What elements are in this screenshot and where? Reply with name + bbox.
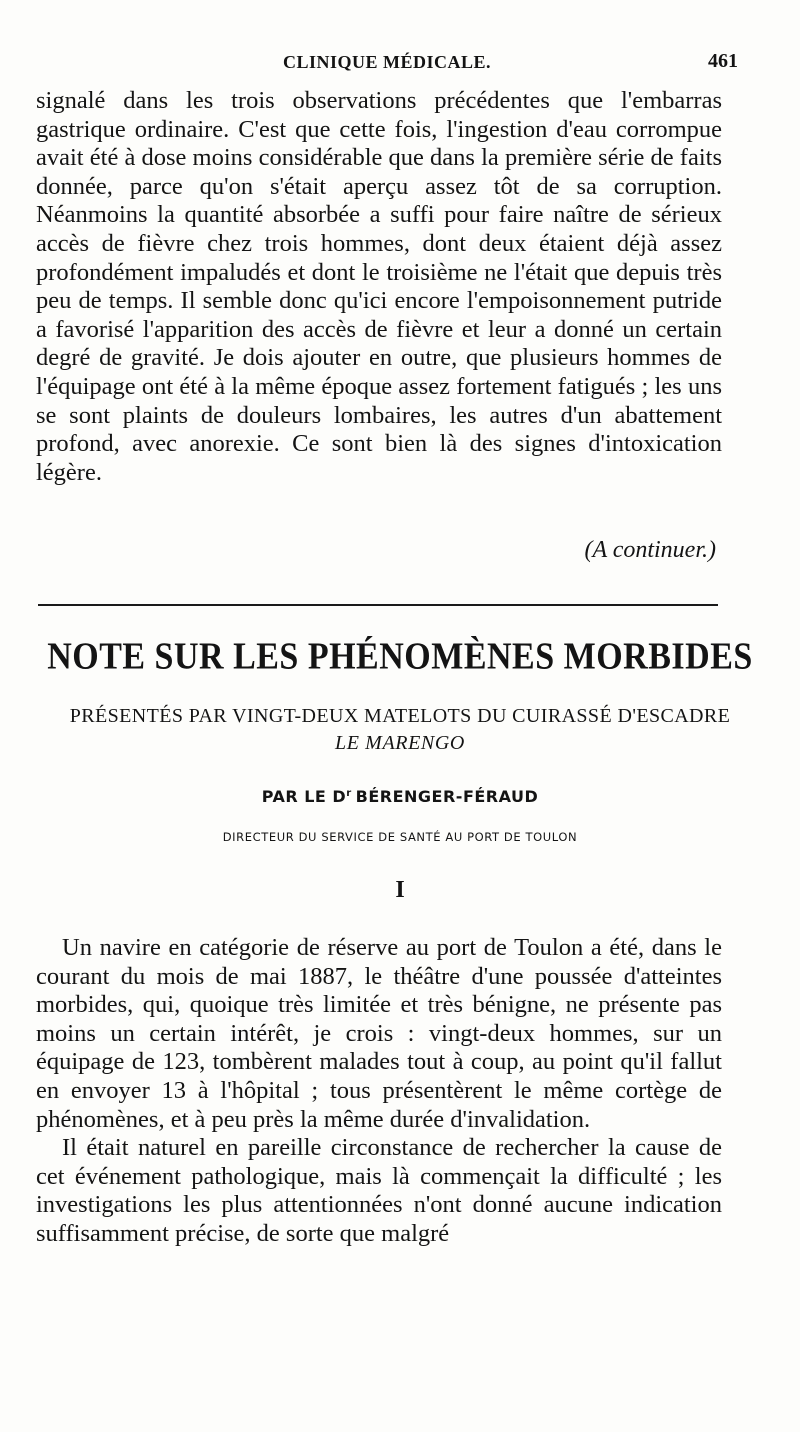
author-prefix: PAR LE D (261, 787, 347, 806)
article-title: NOTE SUR LES PHÉNOMÈNES MORBIDES (47, 636, 753, 678)
article-subtitle: PRÉSENTÉS PAR VINGT-DEUX MATELOTS DU CUIRASSÉ D'ESCADRE (69, 705, 731, 727)
page-number: 461 (708, 50, 738, 72)
author-affiliation: DIRECTEUR DU SERVICE DE SANTÉ AU PORT DE TOULON (222, 830, 578, 844)
author-line (0, 787, 800, 806)
author-name: BÉRENGER-FÉRAUD (355, 787, 539, 806)
running-title: CLINIQUE MÉDICALE. (282, 52, 492, 72)
section-number: I (395, 877, 405, 903)
ship-name: LE MARENGO (335, 732, 465, 754)
continue-note: (A continuer.) (584, 537, 716, 563)
author-title-superscript: r (346, 787, 352, 799)
section-divider (38, 604, 718, 606)
body-paragraph: Il était naturel en pareille circonstance de rechercher la cause de cet événement pathologique, mais là commençait la difficulté ; les investigations les plus attentionnées n'ont donné aucune indication suffisamment précise, de sorte que malgré (36, 1134, 722, 1247)
running-head (36, 50, 738, 76)
continued-paragraph: signalé dans les trois observations précédentes que l'embarras gastrique ordinaire. C'est que cette fois, l'ingestion d'eau corrompue avait été à dose moins considérable que dans la première série de faits donnée, parce qu'on s'était aperçu assez tôt de sa corruption. Néanmoins la quantité absorbée a suffi pour faire naître de sérieux accès de fièvre chez trois hommes, dont deux étaient déjà assez profondément impaludés et dont le troisième ne l'était que depuis très peu de temps. Il semble donc qu'ici encore l'empoisonnement putride a favorisé l'apparition des accès de fièvre et leur a donné un certain degré de gravité. Je dois ajouter en outre, que plusieurs hommes de l'équipage ont été à la même époque assez fortement fatigués ; les uns se sont plaints de douleurs lombaires, les autres d'un abattement profond, avec anorexie. Ce sont bien là des signes d'intoxication légère. (36, 87, 722, 486)
continued-text (36, 87, 722, 487)
body-paragraph: Un navire en catégorie de réserve au port de Toulon a été, dans le courant du mois de mai 1887, le théâtre d'une poussée d'atteintes morbides, qui, quoique très limitée et très bénigne, ne présente pas moins un certain intérêt, je crois : vingt-deux hommes, sur un équipage de 123, tombèrent malades tout à coup, au point qu'il fallut en envoyer 13 à l'hôpital ; tous présentèrent le même cortège de phénomènes, et à peu près la même durée d'invalidation. (36, 934, 722, 1133)
article-body (36, 934, 722, 1249)
